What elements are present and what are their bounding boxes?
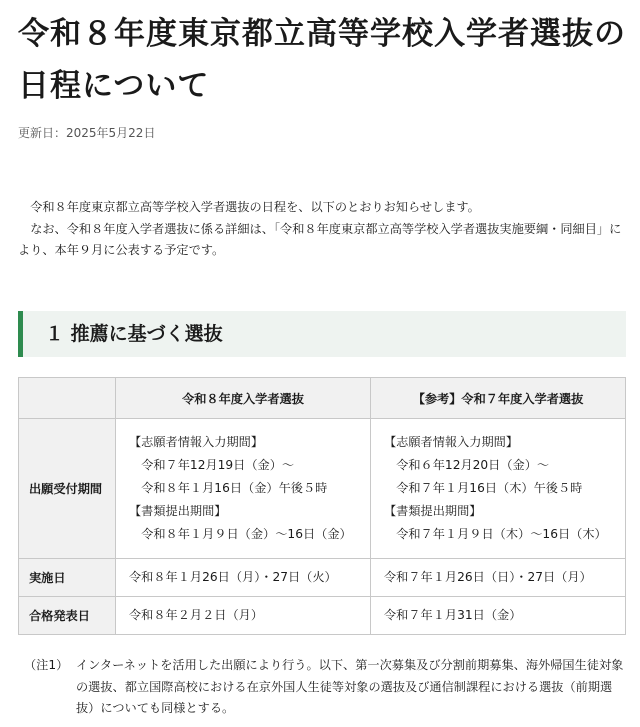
intro-text xyxy=(18,197,626,262)
section-heading-recommendation: １ 推薦に基づく選抜 xyxy=(18,311,626,357)
schedule-table xyxy=(18,377,626,635)
note-text: インターネットを活用した出願により行う。以下、第一次募集及び分割前期募集、海外帰国生徒対象の選抜、都立国際高校における在京外国人生徒等対象の選抜及び通信制課程における選抜（前期選抜）についても同様とする。 xyxy=(76,658,624,715)
table-corner-cell xyxy=(19,378,116,419)
row-header-result-date: 合格発表日 xyxy=(19,597,116,635)
page-title: 令和８年度東京都立高等学校入学者選抜の日程について xyxy=(18,16,626,104)
intro-paragraph: なお、令和８年度入学者選抜に係る詳細は、「令和８年度東京都立高等学校入学者選抜実施要綱・同細目」により、本年９月に公表する予定です。 xyxy=(18,221,622,257)
note-1 xyxy=(24,655,624,720)
note-tag: （注1） xyxy=(24,658,69,672)
application-period-r8 xyxy=(116,419,371,559)
application-period-r7 xyxy=(371,419,626,559)
column-header-r8: 令和８年度入学者選抜 xyxy=(116,378,371,419)
row-header-application-period: 出願受付期間 xyxy=(19,419,116,559)
updated-date-text: 更新日：2025年5月22日 xyxy=(18,126,156,140)
exam-date-r8: 令和８年１月26日（月）・27日（火） xyxy=(116,559,371,597)
column-header-r7: 【参考】令和７年度入学者選抜 xyxy=(371,378,626,419)
table-row xyxy=(19,559,626,597)
document-submission-title: 【書類提出期間】 xyxy=(384,504,482,518)
intro-paragraph: 令和８年度東京都立高等学校入学者選抜の日程を、以下のとおりお知らせします。 xyxy=(30,200,480,214)
online-entry-title: 【志願者情報入力期間】 xyxy=(129,435,264,449)
online-entry-start: 令和７年12月19日（金）～ xyxy=(141,458,295,472)
document-submission-period: 令和８年１月９日（金）～16日（金） xyxy=(141,527,352,541)
result-date-r8: 令和８年２月２日（月） xyxy=(116,597,371,635)
document-submission-period: 令和７年１月９日（木）～16日（木） xyxy=(396,527,607,541)
exam-date-r7: 令和７年１月26日（日）・27日（月） xyxy=(371,559,626,597)
online-entry-end: 令和８年１月16日（金）午後５時 xyxy=(141,481,328,495)
document-submission-title: 【書類提出期間】 xyxy=(129,504,227,518)
updated-date xyxy=(18,124,155,141)
row-header-exam-date: 実施日 xyxy=(19,559,116,597)
online-entry-title: 【志願者情報入力期間】 xyxy=(384,435,519,449)
table-row xyxy=(19,597,626,635)
table-row xyxy=(19,419,626,559)
result-date-r7: 令和７年１月31日（金） xyxy=(371,597,626,635)
online-entry-end: 令和７年１月16日（木）午後５時 xyxy=(396,481,583,495)
online-entry-start: 令和６年12月20日（金）～ xyxy=(396,458,550,472)
